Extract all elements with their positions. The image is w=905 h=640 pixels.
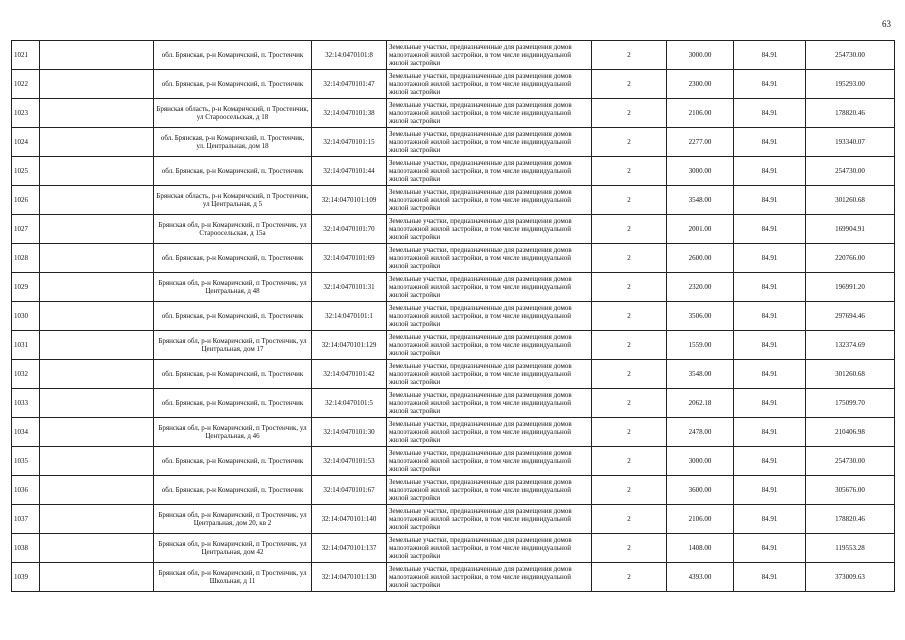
specific-value-cell: 84.91 (734, 244, 806, 273)
area-cell: 3600.00 (667, 476, 734, 505)
specific-value-cell: 84.91 (734, 273, 806, 302)
land-registry-table (11, 40, 895, 592)
empty-cell (40, 476, 154, 505)
cadastral-number-cell: 32:14:0470101:8 (312, 41, 387, 70)
cadastral-number-cell: 32:14:0470101:31 (312, 273, 387, 302)
area-cell: 3506.00 (667, 302, 734, 331)
specific-value-cell: 84.91 (734, 476, 806, 505)
address-cell: обл. Брянская, р-н Комаричский, п. Тростенчик (154, 302, 312, 331)
group-cell: 2 (592, 70, 667, 99)
land-type-cell: Земельные участки, предназначенные для размещения домов малоэтажной жилой застройки, в том числе индивидуальной жилой застройки (387, 389, 592, 418)
page-number: 63 (882, 19, 891, 29)
empty-cell (40, 360, 154, 389)
land-type-cell: Земельные участки, предназначенные для размещения домов малоэтажной жилой застройки, в том числе индивидуальной жилой застройки (387, 273, 592, 302)
table-body (12, 41, 895, 592)
area-cell: 1408.00 (667, 534, 734, 563)
group-cell: 2 (592, 99, 667, 128)
address-cell: Брянская область, р-н Комаричский, п Тростенчик, ул Центральная, д 5 (154, 186, 312, 215)
empty-cell (40, 505, 154, 534)
group-cell: 2 (592, 128, 667, 157)
table-row (12, 99, 895, 128)
land-type-cell: Земельные участки, предназначенные для размещения домов малоэтажной жилой застройки, в том числе индивидуальной жилой застройки (387, 302, 592, 331)
cadastral-number-cell: 32:14:0470101:30 (312, 418, 387, 447)
cadastral-value-cell: 178820.46 (806, 99, 895, 128)
land-type-cell: Земельные участки, предназначенные для размещения домов малоэтажной жилой застройки, в том числе индивидуальной жилой застройки (387, 447, 592, 476)
cadastral-number-cell: 32:14:0470101:70 (312, 215, 387, 244)
specific-value-cell: 84.91 (734, 505, 806, 534)
land-type-cell: Земельные участки, предназначенные для размещения домов малоэтажной жилой застройки, в том числе индивидуальной жилой застройки (387, 215, 592, 244)
area-cell: 2277.00 (667, 128, 734, 157)
cadastral-value-cell: 220766.00 (806, 244, 895, 273)
table-row (12, 389, 895, 418)
land-type-cell: Земельные участки, предназначенные для размещения домов малоэтажной жилой застройки, в том числе индивидуальной жилой застройки (387, 418, 592, 447)
specific-value-cell: 84.91 (734, 389, 806, 418)
cadastral-value-cell: 119553.28 (806, 534, 895, 563)
land-type-cell: Земельные участки, предназначенные для размещения домов малоэтажной жилой застройки, в том числе индивидуальной жилой застройки (387, 186, 592, 215)
address-cell: Брянская обл, р-н Комаричский, п Тростенчик, ул Староосельская, д 15а (154, 215, 312, 244)
empty-cell (40, 418, 154, 447)
group-cell: 2 (592, 157, 667, 186)
address-cell: Брянская обл, р-н Комаричский, п Тростенчик, ул Центральная, д 48 (154, 273, 312, 302)
cadastral-value-cell: 254730.00 (806, 447, 895, 476)
land-type-cell: Земельные участки, предназначенные для размещения домов малоэтажной жилой застройки, в том числе индивидуальной жилой застройки (387, 331, 592, 360)
address-cell: обл. Брянская, р-н Комаричский, п. Тростенчик (154, 41, 312, 70)
area-cell: 3548.00 (667, 360, 734, 389)
area-cell: 2062.18 (667, 389, 734, 418)
row-number: 1037 (12, 505, 40, 534)
address-cell: Брянская обл, р-н Комаричский, п Тростенчик, ул Центральная, дом 17 (154, 331, 312, 360)
specific-value-cell: 84.91 (734, 186, 806, 215)
area-cell: 2106.00 (667, 99, 734, 128)
land-type-cell: Земельные участки, предназначенные для размещения домов малоэтажной жилой застройки, в том числе индивидуальной жилой застройки (387, 534, 592, 563)
table-row (12, 360, 895, 389)
area-cell: 1559.00 (667, 331, 734, 360)
group-cell: 2 (592, 447, 667, 476)
specific-value-cell: 84.91 (734, 447, 806, 476)
empty-cell (40, 215, 154, 244)
group-cell: 2 (592, 563, 667, 592)
row-number: 1034 (12, 418, 40, 447)
cadastral-value-cell: 254730.00 (806, 157, 895, 186)
table-row (12, 418, 895, 447)
row-number: 1022 (12, 70, 40, 99)
empty-cell (40, 447, 154, 476)
row-number: 1021 (12, 41, 40, 70)
group-cell: 2 (592, 244, 667, 273)
cadastral-value-cell: 254730.00 (806, 41, 895, 70)
address-cell: Брянская обл, р-н Комаричский, п Тростенчик, ул Центральная, дом 42 (154, 534, 312, 563)
table-row (12, 476, 895, 505)
row-number: 1035 (12, 447, 40, 476)
row-number: 1026 (12, 186, 40, 215)
group-cell: 2 (592, 273, 667, 302)
table-row (12, 302, 895, 331)
table-row (12, 505, 895, 534)
address-cell: обл. Брянская, р-н Комаричский, п. Тростенчик (154, 70, 312, 99)
specific-value-cell: 84.91 (734, 128, 806, 157)
group-cell: 2 (592, 476, 667, 505)
address-cell: обл. Брянская, р-н Комаричский, п. Тростенчик (154, 447, 312, 476)
cadastral-number-cell: 32:14:0470101:15 (312, 128, 387, 157)
table-row (12, 563, 895, 592)
group-cell: 2 (592, 215, 667, 244)
cadastral-value-cell: 373009.63 (806, 563, 895, 592)
address-cell: обл. Брянская, р-н Комаричский, п. Тростенчик (154, 389, 312, 418)
land-type-cell: Земельные участки, предназначенные для размещения домов малоэтажной жилой застройки, в том числе индивидуальной жилой застройки (387, 505, 592, 534)
address-cell: Брянская область, р-н Комаричский, п Тростенчик, ул Староосельская, д 18 (154, 99, 312, 128)
empty-cell (40, 302, 154, 331)
specific-value-cell: 84.91 (734, 215, 806, 244)
group-cell: 2 (592, 186, 667, 215)
group-cell: 2 (592, 418, 667, 447)
land-type-cell: Земельные участки, предназначенные для размещения домов малоэтажной жилой застройки, в том числе индивидуальной жилой застройки (387, 563, 592, 592)
row-number: 1031 (12, 331, 40, 360)
table-row (12, 331, 895, 360)
table-row (12, 447, 895, 476)
address-cell: Брянская обл, р-н Комаричский, п Тростенчик, ул Школьная, д 11 (154, 563, 312, 592)
area-cell: 3000.00 (667, 447, 734, 476)
group-cell: 2 (592, 302, 667, 331)
empty-cell (40, 41, 154, 70)
group-cell: 2 (592, 534, 667, 563)
address-cell: Брянская обл, р-н Комаричский, п Тростенчик, ул Центральная, д 46 (154, 418, 312, 447)
table-row (12, 273, 895, 302)
table-row (12, 128, 895, 157)
area-cell: 3000.00 (667, 41, 734, 70)
cadastral-number-cell: 32:14:0470101:140 (312, 505, 387, 534)
cadastral-value-cell: 195293.00 (806, 70, 895, 99)
table-row (12, 215, 895, 244)
cadastral-number-cell: 32:14:0470101:67 (312, 476, 387, 505)
cadastral-value-cell: 297694.46 (806, 302, 895, 331)
table-row (12, 157, 895, 186)
area-cell: 2320.00 (667, 273, 734, 302)
empty-cell (40, 186, 154, 215)
land-type-cell: Земельные участки, предназначенные для размещения домов малоэтажной жилой застройки, в том числе индивидуальной жилой застройки (387, 476, 592, 505)
specific-value-cell: 84.91 (734, 563, 806, 592)
empty-cell (40, 244, 154, 273)
row-number: 1032 (12, 360, 40, 389)
cadastral-number-cell: 32:14:0470101:69 (312, 244, 387, 273)
group-cell: 2 (592, 389, 667, 418)
cadastral-number-cell: 32:14:0470101:38 (312, 99, 387, 128)
empty-cell (40, 563, 154, 592)
empty-cell (40, 128, 154, 157)
empty-cell (40, 273, 154, 302)
row-number: 1036 (12, 476, 40, 505)
row-number: 1023 (12, 99, 40, 128)
cadastral-value-cell: 301260.68 (806, 186, 895, 215)
cadastral-number-cell: 32:14:0470101:42 (312, 360, 387, 389)
row-number: 1038 (12, 534, 40, 563)
land-type-cell: Земельные участки, предназначенные для размещения домов малоэтажной жилой застройки, в том числе индивидуальной жилой застройки (387, 70, 592, 99)
land-type-cell: Земельные участки, предназначенные для размещения домов малоэтажной жилой застройки, в том числе индивидуальной жилой застройки (387, 244, 592, 273)
cadastral-value-cell: 169904.91 (806, 215, 895, 244)
cadastral-value-cell: 301260.68 (806, 360, 895, 389)
specific-value-cell: 84.91 (734, 331, 806, 360)
group-cell: 2 (592, 331, 667, 360)
specific-value-cell: 84.91 (734, 302, 806, 331)
specific-value-cell: 84.91 (734, 360, 806, 389)
land-type-cell: Земельные участки, предназначенные для размещения домов малоэтажной жилой застройки, в том числе индивидуальной жилой застройки (387, 128, 592, 157)
address-cell: обл. Брянская, р-н Комаричский, п. Тростенчик (154, 244, 312, 273)
cadastral-number-cell: 32:14:0470101:44 (312, 157, 387, 186)
cadastral-value-cell: 132374.69 (806, 331, 895, 360)
cadastral-value-cell: 196991.20 (806, 273, 895, 302)
land-type-cell: Земельные участки, предназначенные для размещения домов малоэтажной жилой застройки, в том числе индивидуальной жилой застройки (387, 99, 592, 128)
cadastral-value-cell: 175099.70 (806, 389, 895, 418)
specific-value-cell: 84.91 (734, 418, 806, 447)
cadastral-number-cell: 32:14:0470101:129 (312, 331, 387, 360)
land-type-cell: Земельные участки, предназначенные для размещения домов малоэтажной жилой застройки, в том числе индивидуальной жилой застройки (387, 41, 592, 70)
area-cell: 2600.00 (667, 244, 734, 273)
cadastral-number-cell: 32:14:0470101:130 (312, 563, 387, 592)
cadastral-number-cell: 32:14:0470101:5 (312, 389, 387, 418)
empty-cell (40, 70, 154, 99)
cadastral-number-cell: 32:14:0470101:1 (312, 302, 387, 331)
empty-cell (40, 157, 154, 186)
empty-cell (40, 99, 154, 128)
empty-cell (40, 534, 154, 563)
cadastral-value-cell: 193340.07 (806, 128, 895, 157)
cadastral-value-cell: 178820.46 (806, 505, 895, 534)
specific-value-cell: 84.91 (734, 534, 806, 563)
area-cell: 3000.00 (667, 157, 734, 186)
table-row (12, 244, 895, 273)
empty-cell (40, 331, 154, 360)
address-cell: обл. Брянская, р-н Комаричский, п. Тростенчик (154, 360, 312, 389)
group-cell: 2 (592, 41, 667, 70)
specific-value-cell: 84.91 (734, 99, 806, 128)
cadastral-value-cell: 305676.00 (806, 476, 895, 505)
specific-value-cell: 84.91 (734, 70, 806, 99)
area-cell: 2106.00 (667, 505, 734, 534)
empty-cell (40, 389, 154, 418)
area-cell: 2300.00 (667, 70, 734, 99)
area-cell: 2001.00 (667, 215, 734, 244)
specific-value-cell: 84.91 (734, 157, 806, 186)
address-cell: обл. Брянская, р-н Комаричский, п. Тростенчик (154, 476, 312, 505)
address-cell: Брянская обл, р-н Комаричский, п Тростенчик, ул Центральная, дом 20, кв 2 (154, 505, 312, 534)
table-row (12, 534, 895, 563)
cadastral-number-cell: 32:14:0470101:137 (312, 534, 387, 563)
area-cell: 4393.00 (667, 563, 734, 592)
row-number: 1027 (12, 215, 40, 244)
area-cell: 2478.00 (667, 418, 734, 447)
address-cell: обл. Брянская, р-н Комаричский, п. Тростенчик (154, 157, 312, 186)
cadastral-number-cell: 32:14:0470101:53 (312, 447, 387, 476)
cadastral-number-cell: 32:14:0470101:109 (312, 186, 387, 215)
specific-value-cell: 84.91 (734, 41, 806, 70)
land-type-cell: Земельные участки, предназначенные для размещения домов малоэтажной жилой застройки, в том числе индивидуальной жилой застройки (387, 360, 592, 389)
land-type-cell: Земельные участки, предназначенные для размещения домов малоэтажной жилой застройки, в том числе индивидуальной жилой застройки (387, 157, 592, 186)
cadastral-number-cell: 32:14:0470101:47 (312, 70, 387, 99)
row-number: 1025 (12, 157, 40, 186)
table-row (12, 186, 895, 215)
row-number: 1039 (12, 563, 40, 592)
cadastral-value-cell: 210406.98 (806, 418, 895, 447)
group-cell: 2 (592, 505, 667, 534)
row-number: 1033 (12, 389, 40, 418)
row-number: 1024 (12, 128, 40, 157)
row-number: 1028 (12, 244, 40, 273)
row-number: 1030 (12, 302, 40, 331)
group-cell: 2 (592, 360, 667, 389)
table-row (12, 70, 895, 99)
table-row (12, 41, 895, 70)
row-number: 1029 (12, 273, 40, 302)
area-cell: 3548.00 (667, 186, 734, 215)
address-cell: обл. Брянская, р-н Комаричский, п. Тростенчик, ул. Центральная, дом 18 (154, 128, 312, 157)
